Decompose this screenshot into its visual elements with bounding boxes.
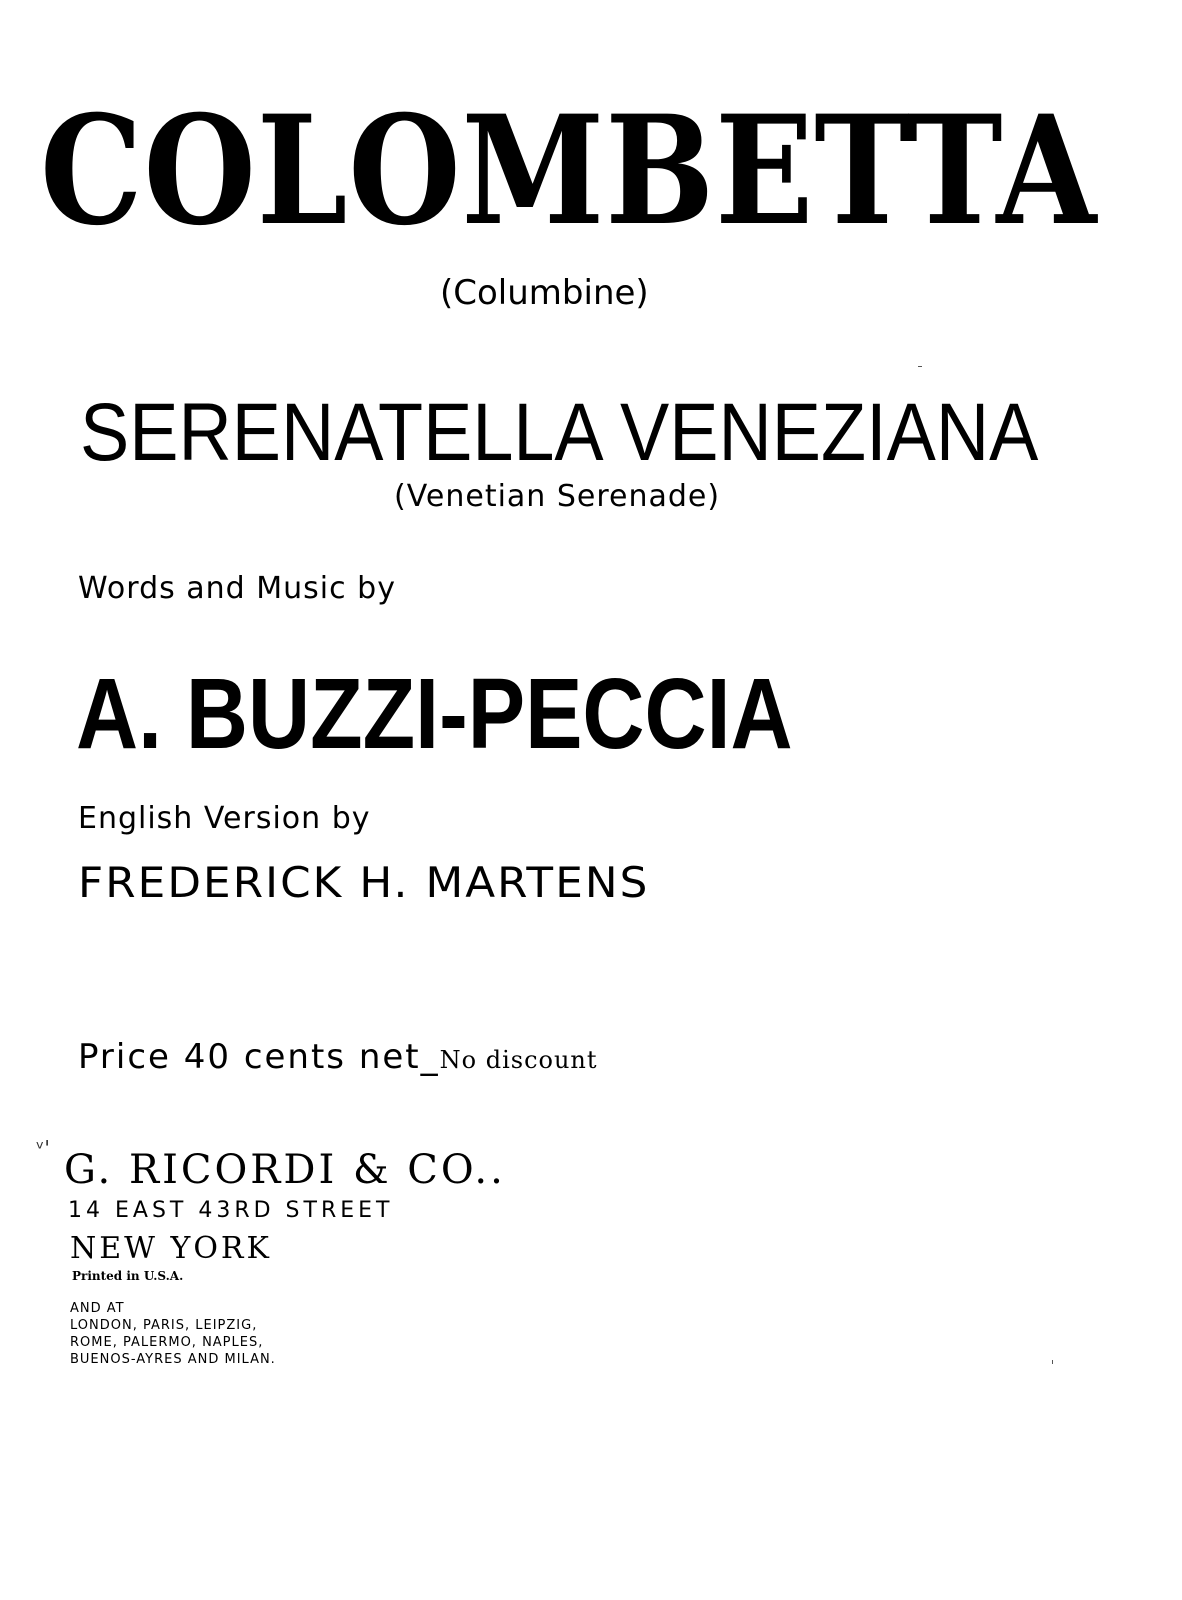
publisher-mark: ᵛ' bbox=[36, 1136, 50, 1160]
words-music-credit-label: Words and Music by bbox=[78, 571, 396, 606]
publisher-street: 14 EAST 43RD STREET bbox=[68, 1198, 394, 1223]
branch-list bbox=[70, 1300, 276, 1368]
price-line bbox=[78, 1037, 598, 1077]
publisher-city: NEW YORK bbox=[70, 1231, 272, 1266]
translator-name: FREDERICK H. MARTENS bbox=[78, 858, 650, 907]
scan-speck bbox=[1052, 1360, 1053, 1364]
composer-name: A. BUZZI-PECCIA bbox=[76, 658, 793, 770]
price-note: No discount bbox=[439, 1046, 598, 1074]
title-translation: (Columbine) bbox=[440, 273, 649, 313]
english-version-credit-label: English Version by bbox=[78, 801, 371, 836]
publisher-name: G. RICORDI & CO.. bbox=[64, 1147, 506, 1193]
subtitle-translation: (Venetian Serenade) bbox=[394, 479, 721, 514]
subtitle: SERENATELLA VENEZIANA bbox=[80, 387, 1039, 478]
scan-speck bbox=[918, 366, 922, 367]
song-title: COLOMBETTA bbox=[40, 83, 1098, 259]
branch-line: BUENOS-AYRES AND MILAN. bbox=[70, 1352, 276, 1367]
branch-line: LONDON, PARIS, LEIPZIG, bbox=[70, 1318, 258, 1333]
branch-line: AND AT bbox=[70, 1301, 125, 1316]
price-text: Price 40 cents net_ bbox=[78, 1037, 440, 1077]
branch-line: ROME, PALERMO, NAPLES, bbox=[70, 1335, 264, 1350]
printed-in-note: Printed in U.S.A. bbox=[72, 1269, 184, 1283]
